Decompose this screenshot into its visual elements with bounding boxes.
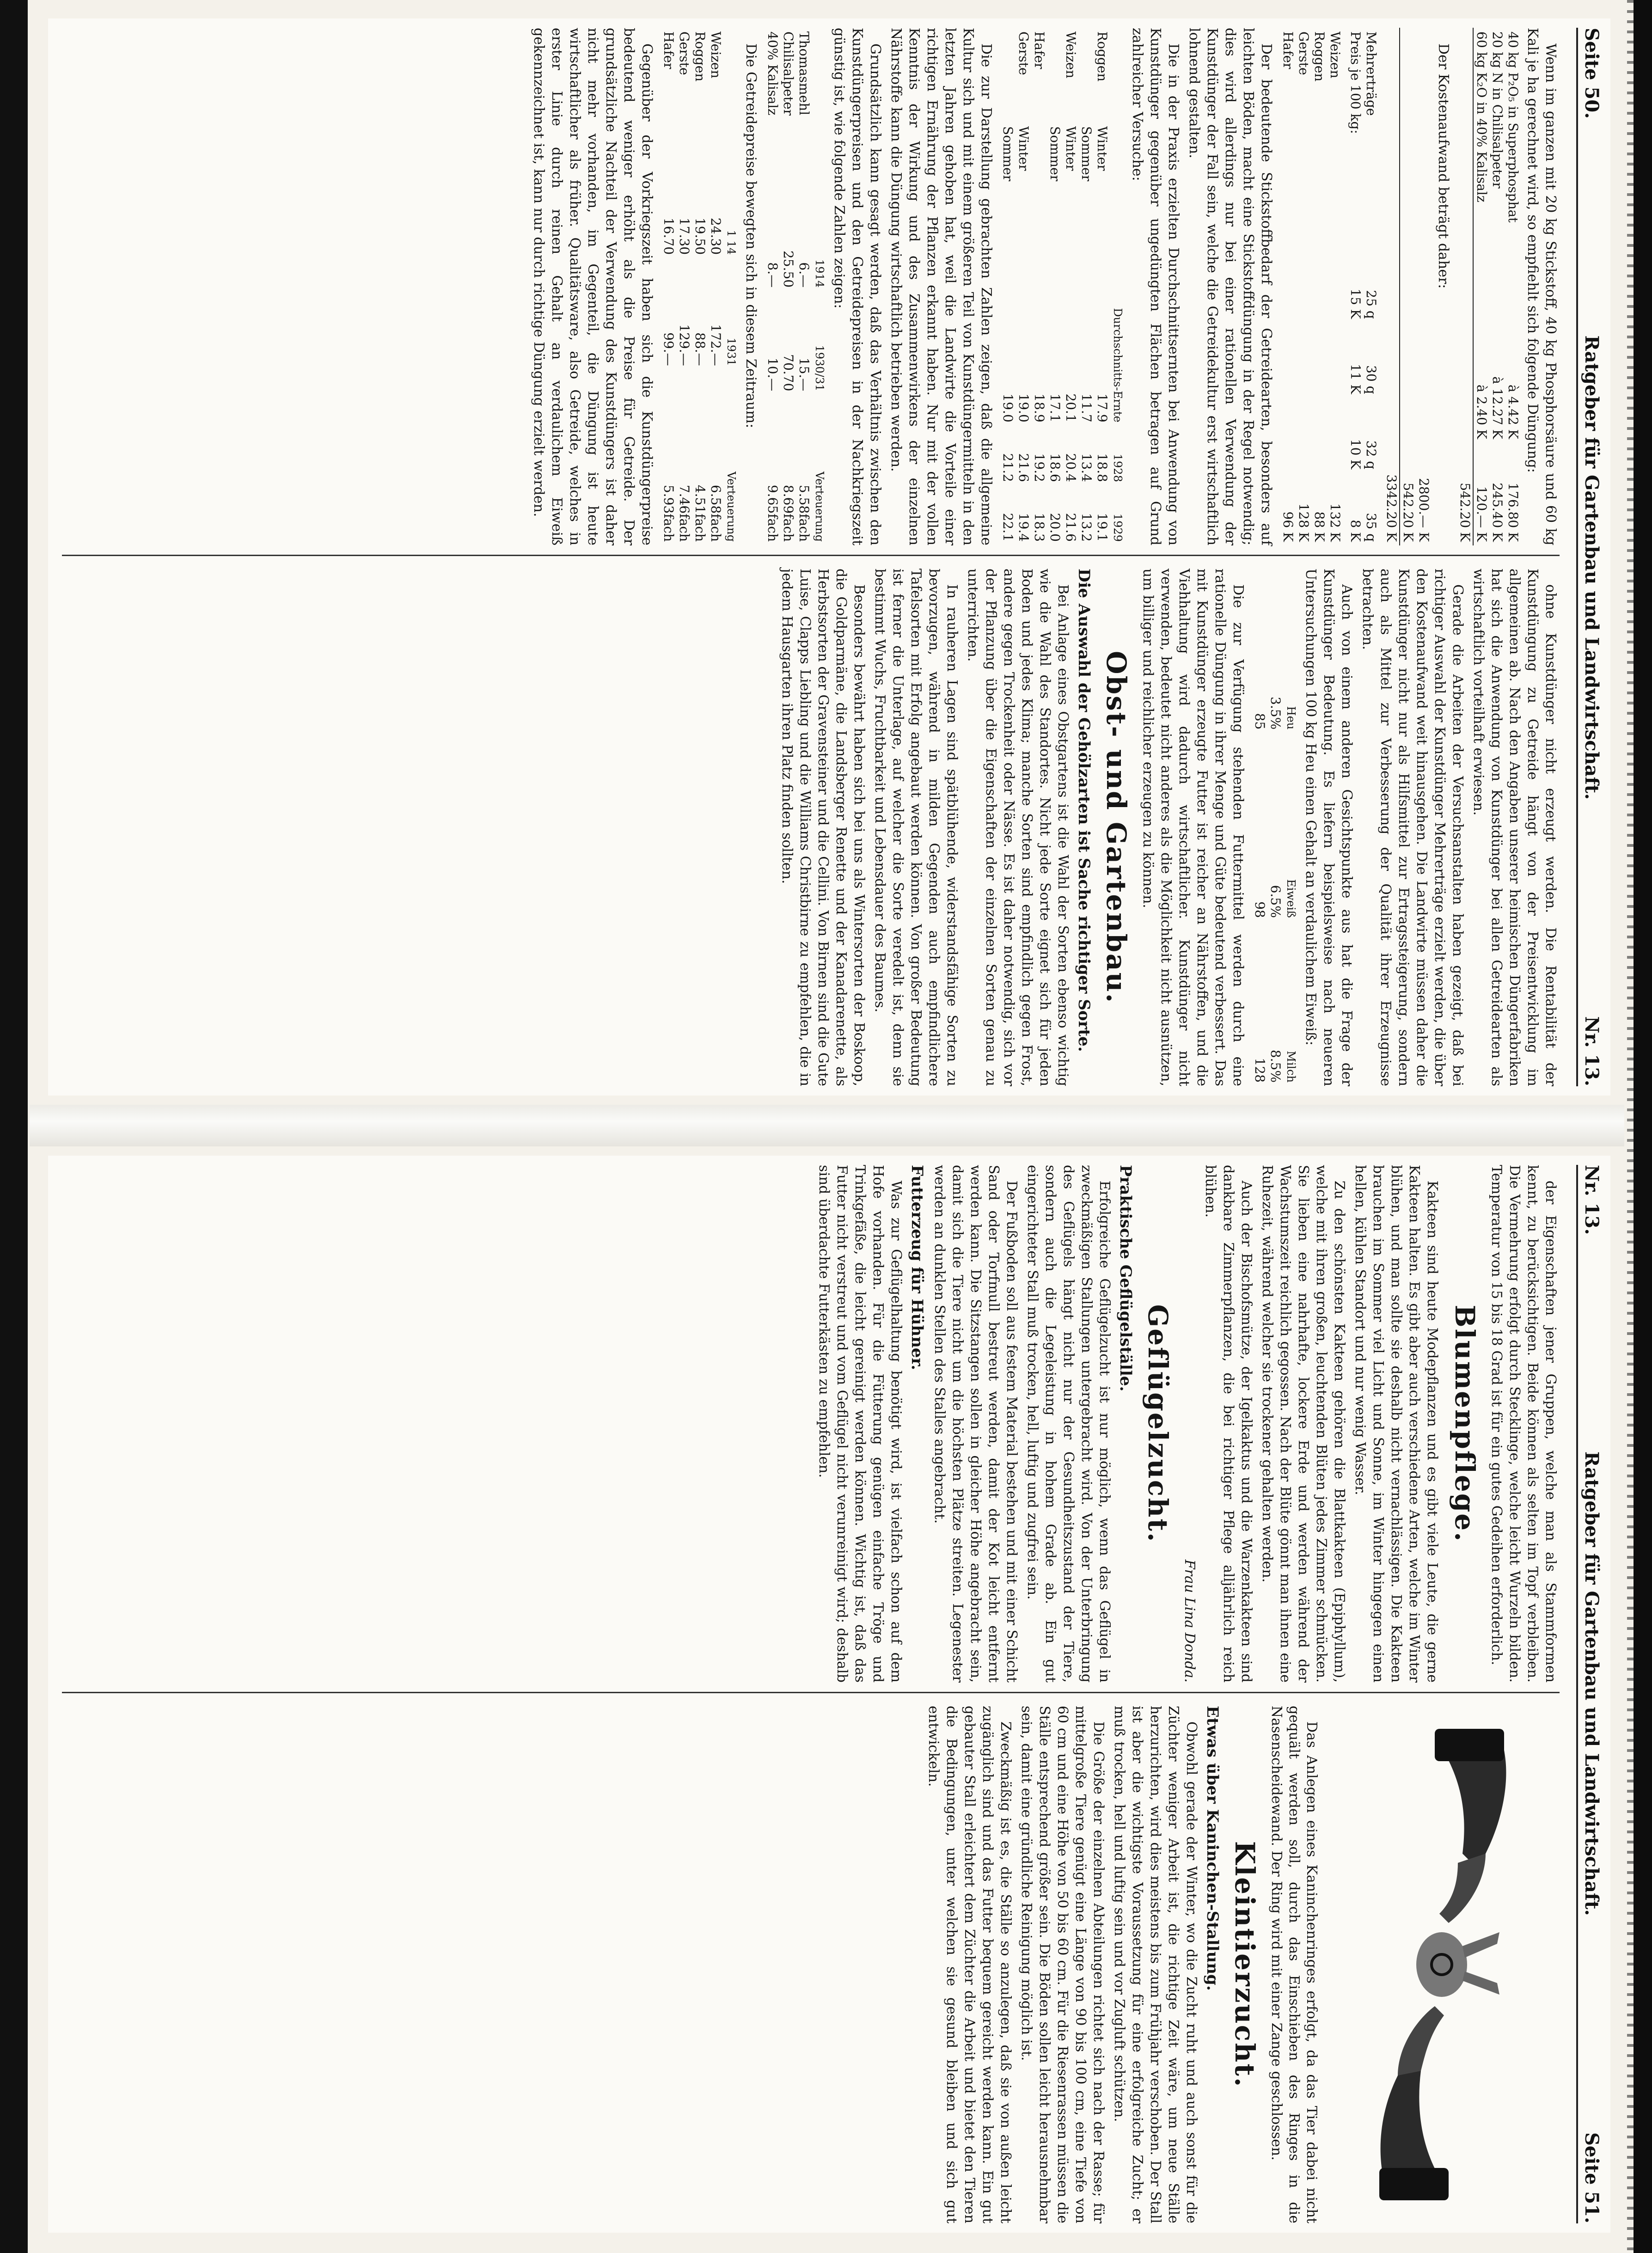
cost-line: 2800.— K xyxy=(1416,478,1432,542)
grain-cell: 5.93fach xyxy=(661,484,676,542)
milk-table xyxy=(1252,569,1299,1086)
table-row xyxy=(1457,28,1473,545)
harvest-crop xyxy=(1000,28,1016,122)
page-gutter xyxy=(30,1105,1624,1146)
price-cell: 70.70 xyxy=(781,354,796,392)
scan-top-edge xyxy=(1634,0,1652,2253)
harvest-cell: 21.2 xyxy=(1000,453,1016,482)
grain-cell: 6.58fach xyxy=(708,484,723,542)
price-cell: 6.— xyxy=(796,262,812,288)
harvest-cell: 11.7 xyxy=(1079,393,1094,422)
harvest-cell: 19.4 xyxy=(1016,513,1031,542)
milk-header: Heu xyxy=(1285,706,1297,730)
harvest-header: Durchschnitts-Ernte xyxy=(1111,308,1124,422)
fertilizer-table xyxy=(1457,28,1521,545)
fertilizer-total: 176.80 K xyxy=(1505,483,1521,542)
price-cell: 9.65fach xyxy=(765,484,780,542)
comparison-paragraph: Die in der Praxis erzielten Durchschnittsernten bei Anwendung von Kunstdünger gegenüber ungedüngten Flächen betragen auf Grund zahlreicher Versuche: xyxy=(1129,28,1181,545)
price-header: Verteuerung xyxy=(813,471,826,542)
flowers-title: Blumenpflege. xyxy=(1449,1304,1481,1543)
section-title: Obst- und Gartenbau. xyxy=(1101,651,1132,1004)
milk-cell: 6.5% xyxy=(1268,885,1283,918)
article-paragraph: Die zur Verfügung stehenden Futtermittel werden durch eine rationelle Düngung in ihrer Menge und Güte bedeutend verbessert. Das mit Kunstdünger erzeugte Futter ist reicher an Nährstoffen, und die Viehhaltung wird dadurch wirtschaftlicher. Kunstdünger nicht verwenden, bedeutet nicht anderes als die Möglichkeit nicht ausnützen, um billiger und reichlicher erzeugen zu können. xyxy=(1140,569,1246,1086)
grain-cell: 129.— xyxy=(677,324,692,366)
closing-paragraph: Gegenüber der Vorkriegszeit haben sich die Kunstdüngerpreise bedeutend weniger erhöht als die Preise für Getreide. Der grundsätzliche Nachteil der Verwendung des Kunstdüngers ist daher nicht mehr vorhanden, im Gegenteil, die Düngung ist heute wirtschaftlicher als früher. Qualitätsware, also Getreide, welches in erster Linie durch reinen Gehalt an verdaulichem Eiweiß gekennzeichnet ist, kann nur durch richtige Düngung erzielt werden. xyxy=(531,28,655,545)
fertilizer-price: à 4.42 K xyxy=(1505,385,1521,439)
harvest-cell: 18.8 xyxy=(1095,453,1110,482)
table-row xyxy=(796,28,812,545)
harvest-kind: Winter xyxy=(1095,126,1110,171)
flowers-paragraph: Auch der Bischofsmütze, der Igelkaktus und die Warzenkakteen sind dankbare Zimmerpflanzen, die bei richtiger Pflege alljährlich reich blühen. xyxy=(1202,1165,1254,1683)
milk-header: Milch xyxy=(1285,1051,1297,1083)
grain-cell: 19.50 xyxy=(692,217,708,255)
harvest-header: 1928 xyxy=(1111,453,1124,482)
fertilizer-label: 40 kg P₂O₅ in Superphosphat xyxy=(1505,31,1521,223)
grain-header: Verteuerung xyxy=(725,471,738,542)
scan-bottom-edge xyxy=(0,0,28,2253)
crop-value: 128 K xyxy=(1296,503,1311,542)
yield-table xyxy=(1347,28,1379,545)
harvest-crop: Weizen xyxy=(1063,31,1078,79)
milk-cell: 128 xyxy=(1252,1058,1267,1083)
harvest-cell: 20.0 xyxy=(1047,513,1063,542)
table-row xyxy=(1473,28,1489,545)
harvest-kind: Sommer xyxy=(1047,126,1063,182)
nitrogen-paragraph: Der bedeutende Stickstoffbedarf der Getreidearten, besonders auf leichten Böden, macht eine Stickstoffdüngung in der Regel notwendig; dies wird allerdings nur bei einer rationellen Verwendung der Kunstdünger der Fall sein, welche die Getreidekultur erst wirtschaftlich lohnend gestalten. xyxy=(1186,28,1274,545)
table-row xyxy=(1252,569,1267,1086)
left-column-2 xyxy=(57,569,1560,1086)
table-row xyxy=(1000,28,1016,545)
harvest-cell: 18.9 xyxy=(1032,393,1047,422)
grain-price-table xyxy=(661,28,739,545)
harvest-cell: 13.2 xyxy=(1079,513,1094,542)
price-name: 40% Kalisalz xyxy=(765,31,780,116)
grain-cell: 4.51fach xyxy=(692,484,708,542)
explanation-paragraph: Die zur Darstellung gebrachten Zahlen zeigen, daß die allgemeine Kultur sich und mit einem größeren Teil von Kunstdüngermitteln in den letzten Jahren gehoben hat, weil die Landwirte die Vorteile einer richtigen Ernährung der Pflanzen erkannt haben. Nur mit der vollen Kenntnis der Wirkung und des Zusammenwirkens der einzelnen Nährstoffe kann die Düngung wirtschaftlich betrieben werden. xyxy=(888,28,994,545)
price-heading: Preis je 100 kg: xyxy=(1348,31,1363,134)
harvest-cell: 19.0 xyxy=(1000,393,1016,422)
rabbit-lead: Etwas über Kaninchen-Stallung. xyxy=(1203,1706,1222,1991)
harvest-cell: 19.1 xyxy=(1095,513,1110,542)
right-running-head xyxy=(1576,1165,1606,2223)
harvest-kind: Winter xyxy=(1016,126,1031,171)
harvest-table xyxy=(1000,28,1126,545)
price-cell: 8.— xyxy=(765,262,780,288)
hands-ring-illustration xyxy=(1324,1715,1555,2214)
poultry-paragraph: Erfolgreiche Geflügelzucht ist nur möglich, wenn das Geflügel in zweckmäßigen Stallungen untergebracht wird. Von der Unterbringung des Geflügels hängt nicht nur der Gesundheitszustand der Tiere, sondern auch die Legeleistung in hohem Grade ab. Ein gut eingerichteter Stall muß trocken, hell, luftig und zugfrei sein. xyxy=(1024,1165,1113,1683)
grain-cell: 17.30 xyxy=(677,217,692,255)
table-row xyxy=(1078,28,1094,545)
harvest-cell: 19.0 xyxy=(1016,393,1031,422)
harvest-cell: 17.1 xyxy=(1047,393,1063,422)
cost-line: 542.20 K xyxy=(1401,483,1416,542)
garden-paragraph: Besonders bewährt haben sich bei uns als Wintersorten der Boskoop, die Goldparmäne, die Landsberger Renette und der Kanadarenette, als Herbstsorten der Gravensteiner und die Cellini. Von Birnen sind die Gute Luise, Clapps Liebling und die Williams Christbirne zu empfehlen, die in jedem Hausgarten ihren Platz finden sollten. xyxy=(779,569,867,1086)
table-row xyxy=(676,28,692,545)
milk-header: Eiweiß xyxy=(1285,879,1297,918)
poultry-paragraph: Was zur Geflügelhaltung benötigt wird, ist vielfach schon auf dem Hofe vorhanden. Für die Fütterung genügen einfache Tröge und Trinkgefäße, die leicht gereinigt werden können. Wichtig ist, daß das Futter nicht verstreut und vom Geflügel nicht verunreinigt wird; deshalb sind überdachte Futterkästen zu empfehlen. xyxy=(816,1165,904,1683)
table-row xyxy=(1016,28,1031,545)
harvest-kind xyxy=(1031,122,1047,226)
harvest-cell: 20.4 xyxy=(1063,453,1078,482)
yield-unit: 35 q xyxy=(1364,513,1379,542)
crop-name: Gerste xyxy=(1296,31,1311,75)
garden-paragraph: In rauheren Lagen sind spätblühende, widerstandsfähige Sorten zu bevorzugen, während in milden Gegenden auch empfindlichere Tafelsorten mit Erfolg angebaut werden können. Von großer Bedeutung ist ferner die Unterlage, auf welcher die Sorte veredelt ist, denn sie bestimmt Wuchs, Fruchtbarkeit und Lebensdauer des Baumes. xyxy=(872,569,960,1086)
column-divider xyxy=(62,1692,1560,1693)
cost-line: 3342.20 K xyxy=(1383,74,1400,545)
grain-name: Weizen xyxy=(708,31,723,79)
ratio-paragraph: Grundsätzlich kann gesagt werden, daß das Verhältnis zwischen den Kunstdüngerpreisen und den Getreidepreisen in der Nachkriegszeit günstig ist, wie folgende Zahlen zeigen: xyxy=(831,28,883,545)
table-row xyxy=(708,28,723,545)
harvest-cell: 20.1 xyxy=(1063,393,1078,422)
price-cell: 25.50 xyxy=(781,250,796,288)
fertilizer-sum: 542.20 K xyxy=(1457,443,1473,545)
table-row xyxy=(1280,28,1296,545)
left-page-number: Seite 50. xyxy=(1581,28,1603,119)
price-value: 8 K xyxy=(1348,520,1363,542)
table-row xyxy=(1094,28,1110,545)
fertilizer-total: 120.— K xyxy=(1474,486,1489,542)
harvest-kind: Sommer xyxy=(1000,126,1016,182)
left-page xyxy=(48,18,1610,1096)
price-name: Chilisalpeter xyxy=(781,31,796,116)
grain-name: Hafer xyxy=(661,31,676,69)
fertilizer-intro: Wenn im ganzen mit 20 kg Stickstoff, 40 kg Phosphorsäure und 60 kg Kali je ha gerechnet wird, so empfiehlt sich folgende Düngung: xyxy=(1524,28,1559,545)
price-value: 10 K xyxy=(1348,439,1363,470)
crop-value: 96 K xyxy=(1280,511,1296,542)
table-row xyxy=(1267,569,1283,1086)
garden-paragraph: Bei Anlage eines Obstgartens ist die Wahl der Sorten ebenso wichtig wie die Wahl des Standortes. Nicht jede Sorte eignet sich für jeden Boden und jedes Klima; manche Sorten sind empfindlich gegen Frost, andere gegen Trockenheit oder Nässe. Es ist daher notwendig, sich vor der Pflanzung über die Eigenschaften der einzelnen Sorten genau zu unterrichten. xyxy=(965,569,1071,1086)
milk-cell: 8.5% xyxy=(1268,1049,1283,1083)
yield-heading: Mehrerträge xyxy=(1364,31,1379,116)
price-name: Thomasmehl xyxy=(796,31,812,116)
harvest-kind: Winter xyxy=(1063,126,1078,171)
poultry-lead: Futterzeug für Hühner. xyxy=(908,1165,926,1371)
harvest-cell: 18.3 xyxy=(1032,513,1047,542)
flowers-paragraph: Kakteen sind heute Modepflanzen und es gibt viele Leute, die gerne Kakteen halten. Es gibt aber auch verschiedene Arten, welche im Winter blühen, und man sollte sie deshalb nicht vernachlässigen. Die Kakteen brauchen im Sommer viel Licht und Sonne, im Winter hingegen einen hellen, kühlen Standort und nur wenig Wasser. xyxy=(1352,1165,1440,1683)
cost-heading: Der Kostenaufwand beträgt daher: xyxy=(1435,43,1451,289)
crop-name: Weizen xyxy=(1328,31,1343,79)
crop-value: 88 K xyxy=(1312,511,1327,542)
table-row xyxy=(1311,28,1327,545)
harvest-kind: Sommer xyxy=(1079,126,1094,182)
right-page-number: Seite 51. xyxy=(1581,2132,1603,2223)
harvest-crop: Roggen xyxy=(1095,31,1110,82)
harvest-crop xyxy=(1047,28,1063,122)
cost-table xyxy=(1383,28,1432,545)
price-value: 11 K xyxy=(1348,364,1363,394)
rabbit-ring-illustration xyxy=(1324,1715,1555,2214)
crop-name: Hafer xyxy=(1280,31,1296,69)
right-page xyxy=(48,1156,1610,2233)
table-row xyxy=(692,28,708,545)
poultry-lead: Praktische Geflügelställe. xyxy=(1116,1165,1135,1392)
fertilizer-price: à 12.27 K xyxy=(1490,376,1505,439)
table-row xyxy=(1327,28,1343,545)
grain-cell: 99.— xyxy=(661,332,676,366)
crop-value-table xyxy=(1280,28,1343,545)
fertilizer-total: 245.40 K xyxy=(1490,483,1505,542)
left-issue-number: Nr. 13. xyxy=(1581,1016,1603,1086)
fertilizer-label: 60 kg K₂O in 40% Kalisalz xyxy=(1474,31,1489,202)
poultry-paragraph: Der Fußboden soll aus festem Material bestehen und mit einer Schicht Sand oder Torfmull bestreut werden, damit der Kot leicht entfernt werden kann. Die Sitzstangen sollen in gleicher Höhe angebracht sein, damit sich die Tiere nicht um die höchsten Plätze streiten. Legenester werden an dunklen Stellen des Stalles angebracht. xyxy=(931,1165,1020,1683)
grain-intro: Die Getreidepreise bewegten sich in diesem Zeitraum: xyxy=(743,43,759,429)
crop-name: Roggen xyxy=(1312,31,1327,82)
harvest-cell: 19.2 xyxy=(1032,453,1047,482)
milk-intro: Auch von einem anderen Gesichtspunkte aus hat die Frage der Kunstdünger Bedeutung. Es liefern beispielsweise nach neueren Untersuchungen 100 kg Heu einen Gehalt an verdaulichem Eiweiß: xyxy=(1303,569,1355,1086)
right-running-title: Ratgeber für Gartenbau und Landwirtschaft. xyxy=(1581,1451,1603,1916)
table-row xyxy=(1296,28,1311,545)
grain-header: 1931 xyxy=(725,337,738,366)
scan-perforation xyxy=(1627,0,1634,2253)
price-header: 1914 xyxy=(813,259,826,288)
milk-cell: 98 xyxy=(1252,901,1267,918)
harvest-cell: 18.6 xyxy=(1047,453,1063,482)
harvest-crop xyxy=(1078,28,1094,122)
flowers-paragraph: Zu den schönsten Kakteen gehören die Blattkakteen (Epiphyllum), welche mit ihren großen, leuchtenden Blüten jedes Zimmer schmücken. Sie lieben eine nahrhafte, lockere Erde und werden während der Wachstumszeit reichlich gegossen. Nach der Blüte gönnt man ihnen eine Ruhezeit, während welcher sie trockener gehalten werden. xyxy=(1259,1165,1347,1683)
grain-name: Gerste xyxy=(677,31,692,75)
grain-cell: 24.30 xyxy=(708,217,723,255)
article-paragraph: ohne Kunstdünger nicht erzeugt werden. Die Rentabilität der Kunstdüngung zu Getreide hängt von der Preisentwicklung im allgemeinen ab. Nach den Angaben unserer heimischen Düngerfabriken hat sich die Anwendung von Kunstdünger bei allen Getreidearten als wirtschaftlich vorteilhaft erwiesen. xyxy=(1470,569,1559,1086)
table-row xyxy=(1505,28,1521,545)
garden-lead: Die Auswahl der Gehölzarten ist Sache richtiger Sorte. xyxy=(1075,569,1093,1052)
crop-value: 132 K xyxy=(1328,503,1343,542)
left-column-1 xyxy=(57,28,1560,545)
article-paragraph: Gerade die Arbeiten der Versuchsanstalten haben gezeigt, daß bei richtiger Auswahl der Kunstdünger Mehrerträge erzielt werden, die über den Kostenaufwand weit hinausgehen. Die Landwirte müssen daher die Kunstdünger nicht nur als Hilfsmittel zur Ertragssteigerung, sondern auch als Mittel zur Verbesserung der Qualität ihrer Erzeugnisse betrachten. xyxy=(1359,569,1466,1086)
grain-name: Roggen xyxy=(692,31,708,82)
table-row xyxy=(765,28,780,545)
grain-cell: 172.— xyxy=(708,324,723,366)
rabbit-paragraph: Zweckmäßig ist es, die Ställe so anzulegen, daß sie von außen leicht zugänglich sind und das Futter bequem gereicht werden kann. Ein gut gebauter Stall erleichtert dem Züchter die Arbeit und bietet den Tieren die Bedingungen, unter welchen sie gesund bleiben und sich gut entwickeln. xyxy=(925,1706,1014,2223)
table-row xyxy=(661,28,676,545)
price-cell: 5.58fach xyxy=(796,484,812,542)
rabbit-paragraph: Obwohl gerade der Winter, wo die Zucht ruht und auch sonst für die Züchter weniger Arbeit ist, die richtige Zeit wäre, um neue Ställe herzurichten, wird dies meistens bis zum Frühjahr verschoben. Der Stall ist aber die wichtigste Voraussetzung für eine erfolgreiche Zucht; er muß trocken, hell und luftig sein und vor Zugluft schützen. xyxy=(1111,1706,1199,2223)
price-cell: 10.— xyxy=(765,357,780,392)
yield-unit: 30 q xyxy=(1364,365,1379,394)
table-row xyxy=(1063,28,1078,545)
price-header: 1930/31 xyxy=(813,345,826,392)
price-value: 15 K xyxy=(1348,288,1363,319)
left-running-head xyxy=(1576,28,1606,1086)
harvest-crop: Hafer xyxy=(1032,31,1047,69)
fertilizer-price-table xyxy=(765,28,827,545)
right-issue-number: Nr. 13. xyxy=(1581,1165,1603,1235)
table-row xyxy=(1031,28,1047,545)
table-row xyxy=(780,28,796,545)
harvest-header: 1929 xyxy=(1111,513,1124,542)
grain-cell: 7.46fach xyxy=(677,484,692,542)
table-row xyxy=(1489,28,1505,545)
table-row xyxy=(1047,28,1063,545)
right-column-2 xyxy=(57,1706,1560,2223)
harvest-cell: 17.9 xyxy=(1095,393,1110,422)
rabbit-paragraph: Die Größe der einzelnen Abteilungen richtet sich nach der Rasse; für mittelgroße Tiere genügt eine Länge von 90 bis 100 cm, eine Tiefe von 60 cm und eine Höhe von 50 bis 60 cm. Für die Riesenrassen müssen die Ställe entsprechend größer sein. Die Böden sollen leicht herausnehmbar sein, damit eine gründliche Reinigung möglich ist. xyxy=(1018,1706,1107,2223)
harvest-cell: 22.1 xyxy=(1000,513,1016,542)
harvest-cell: 21.6 xyxy=(1016,453,1031,482)
article-paragraph: der Eigenschaften jener Gruppen, welche man als Stammformen kennt, zu berücksichtigen. Beide können als selten im Topf verbleiben. Die Vermehrung erfolgt durch Stecklinge, welche leicht Wurzeln bilden. Temperatur von 15 bis 18 Grad ist für ein gutes Gedeihen erforderlich. xyxy=(1488,1165,1559,1683)
grain-cell: 88.— xyxy=(692,332,708,366)
right-column-1 xyxy=(57,1165,1560,1683)
harvest-crop: Gerste xyxy=(1016,31,1031,75)
poultry-title: Geflügelzucht. xyxy=(1142,1304,1174,1543)
price-cell: 15.— xyxy=(796,357,812,392)
column-divider xyxy=(62,555,1560,556)
flowers-author: Frau Lina Donda. xyxy=(1181,1559,1198,1683)
figure-caption: Das Anlegen eines Kaninchenringes erfolgt, da das Tier dabei nicht gequält werden soll, durch das Einschieben des Ringes in die Nasenscheidewand. Der Ring wird mit einer Zange geschlossen. xyxy=(1268,1706,1320,2223)
harvest-cell: 13.4 xyxy=(1079,453,1094,482)
rabbit-title: Kleintierzucht. xyxy=(1229,1841,1260,2088)
harvest-cell: 21.6 xyxy=(1063,513,1078,542)
milk-cell: 85 xyxy=(1252,713,1267,730)
fertilizer-label: 20 kg N in Chilisalpeter xyxy=(1490,31,1505,189)
yield-unit: 25 q xyxy=(1364,290,1379,319)
price-cell: 8.69fach xyxy=(781,484,796,542)
milk-cell: 3.5% xyxy=(1268,697,1283,730)
yield-unit: 32 q xyxy=(1364,440,1379,470)
fertilizer-price: à 2.40 K xyxy=(1474,385,1489,439)
grain-cell: 16.70 xyxy=(661,217,676,255)
left-running-title: Ratgeber für Gartenbau und Landwirtschaft. xyxy=(1581,335,1603,800)
grain-header: 1 14 xyxy=(725,230,738,255)
